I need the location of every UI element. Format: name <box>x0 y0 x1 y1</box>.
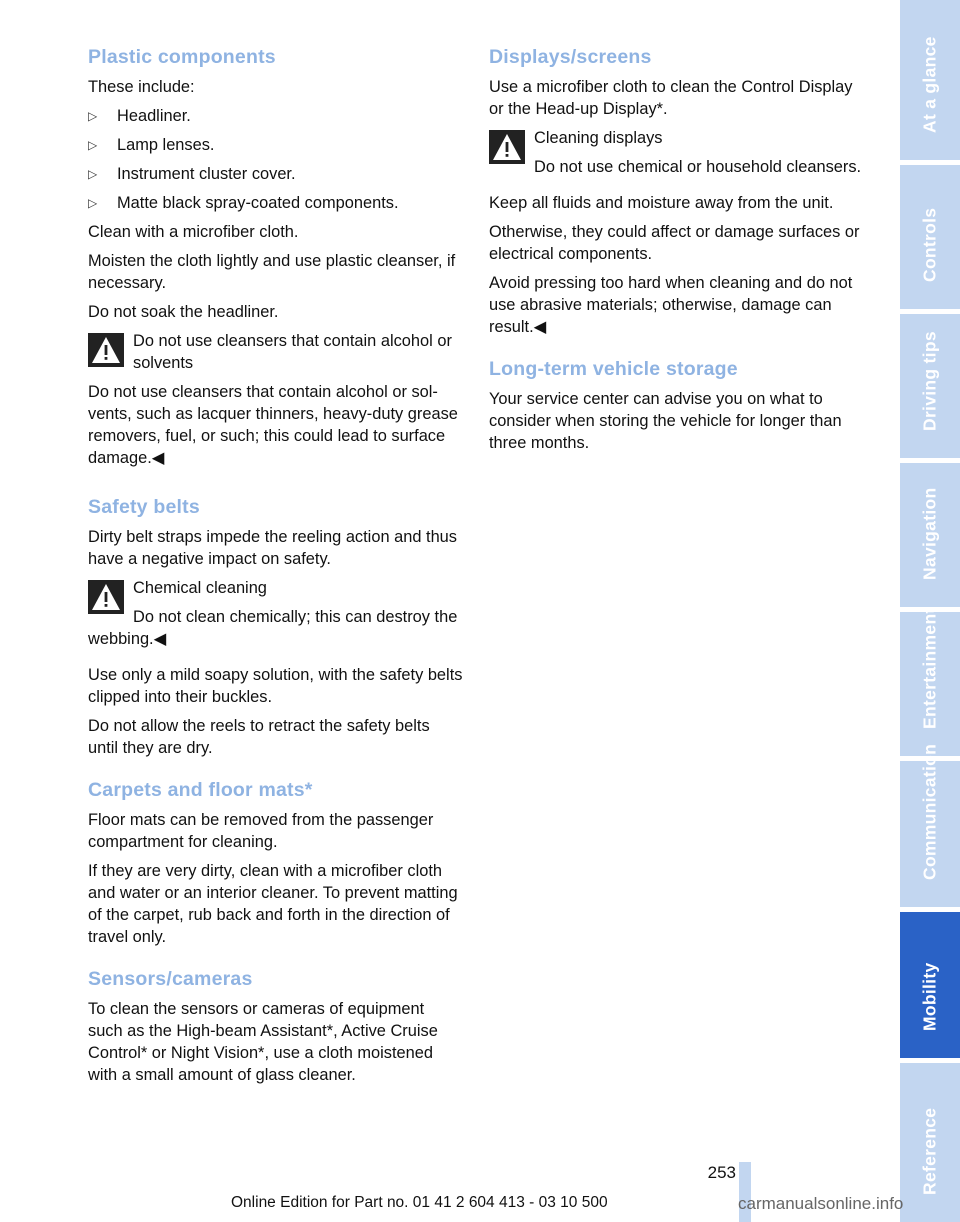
tab-entertainment[interactable]: Entertainment <box>900 612 960 756</box>
warning-triangle-icon <box>489 130 525 164</box>
tab-communication[interactable]: Communication <box>900 761 960 907</box>
warning-chemical-cleaning <box>88 577 463 657</box>
heading-long-term-storage: Long-term vehicle storage <box>489 358 738 380</box>
warning-cleaning-displays <box>489 127 864 185</box>
heading-plastic-components: Plastic components <box>88 46 276 68</box>
bullet-triangle-icon: ▷ <box>88 109 98 123</box>
paragraph: Keep all fluids and moisture away from the unit. <box>489 194 834 212</box>
tab-controls[interactable]: Controls <box>900 165 960 309</box>
paragraph: To clean the sensors or cameras of equipment such as the High-beam Assistant*, Active Cruise Control* or Night Vision*, use a cloth moistened with a small amount of glass cleaner. <box>88 1000 438 1084</box>
paragraph: Use a microfiber cloth to clean the Control Display or the Head-up Display*. <box>489 78 853 118</box>
section-plastic-components <box>88 44 463 476</box>
warning-title: Cleaning displays <box>534 129 663 147</box>
heading-displays-screens: Displays/screens <box>489 46 652 68</box>
paragraph: Floor mats can be removed from the passenger compartment for cleaning. <box>88 811 434 851</box>
paragraph: Dirty belt straps impede the reeling action and thus have a negative impact on safety. <box>88 528 457 568</box>
section-sensors-cameras <box>88 966 463 1086</box>
warning-triangle-icon <box>88 333 124 367</box>
paragraph: Otherwise, they could affect or damage surfaces or electrical components. <box>489 223 860 263</box>
list-item: ▷ Lamp lenses. <box>88 136 215 154</box>
list-item: ▷ Matte black spray-coated components. <box>88 194 399 212</box>
warning-title: Chemical cleaning <box>133 579 267 597</box>
heading-sensors-cameras: Sensors/cameras <box>88 968 253 990</box>
warning-alcohol-solvents <box>88 330 463 476</box>
paragraph: Avoid pressing too hard when cleaning and do not use abrasive materials; otherwise, damage can result.◀ <box>489 274 853 336</box>
bullet-triangle-icon: ▷ <box>88 138 98 152</box>
plastic-list <box>88 105 463 214</box>
watermark-logo[interactable]: carmanualsonline.info <box>738 1194 904 1213</box>
bullet-triangle-icon: ▷ <box>88 167 98 181</box>
list-item: ▷ Headliner. <box>88 107 191 125</box>
page-number: 253 <box>707 1163 736 1182</box>
warning-body: Do not use chemical or household cleansers. <box>534 158 862 176</box>
section-safety-belts <box>88 494 463 759</box>
paragraph: Your service center can advise you on what to consider when storing the vehicle for longer than three months. <box>489 390 842 452</box>
tab-driving-tips[interactable]: Driving tips <box>900 314 960 458</box>
tab-at-a-glance[interactable]: At a glance <box>900 0 960 160</box>
paragraph: Use only a mild soapy solution, with the safety belts clipped into their buckles. <box>88 666 463 706</box>
paragraph: Do not allow the reels to retract the safety belts until they are dry. <box>88 717 430 757</box>
paragraph: Moisten the cloth lightly and use plastic cleanser, if necessary. <box>88 252 456 292</box>
paragraph: Do not soak the headliner. <box>88 303 279 321</box>
tab-reference[interactable]: Reference <box>900 1063 960 1222</box>
plastic-intro: These include: <box>88 78 195 96</box>
warning-title: Do not use cleansers that contain alcohol or solvents <box>133 332 452 372</box>
warning-triangle-icon <box>88 580 124 614</box>
edition-text: Online Edition for Part no. 01 41 2 604 413 - 03 10 500 <box>231 1194 608 1211</box>
tab-mobility[interactable]: Mobility <box>900 912 960 1058</box>
chapter-sidebar <box>900 0 960 1222</box>
heading-carpets-floor-mats: Carpets and floor mats* <box>88 779 313 801</box>
section-long-term-storage <box>489 356 864 454</box>
left-column <box>88 44 463 1104</box>
heading-safety-belts: Safety belts <box>88 496 200 518</box>
bullet-triangle-icon: ▷ <box>88 196 98 210</box>
warning-body: Do not use cleansers that contain alcohol or solvents, such as lacquer thinners, heavy-duty grease removers, fuel, or such; this could lead to surface damage.◀ <box>88 383 458 467</box>
paragraph: If they are very dirty, clean with a microfiber cloth and water or an interior cleaner. To prevent matting of the carpet, rub back and forth in the direction of travel only. <box>88 862 458 946</box>
section-carpets-floor-mats <box>88 777 463 948</box>
tab-navigation[interactable]: Navigation <box>900 463 960 607</box>
paragraph: Clean with a microfiber cloth. <box>88 223 299 241</box>
section-displays-screens <box>489 44 864 338</box>
right-column <box>489 44 864 472</box>
list-item: ▷ Instrument cluster cover. <box>88 165 296 183</box>
warning-body: Do not clean chemically; this can destroy the webbing.◀ <box>88 608 458 648</box>
